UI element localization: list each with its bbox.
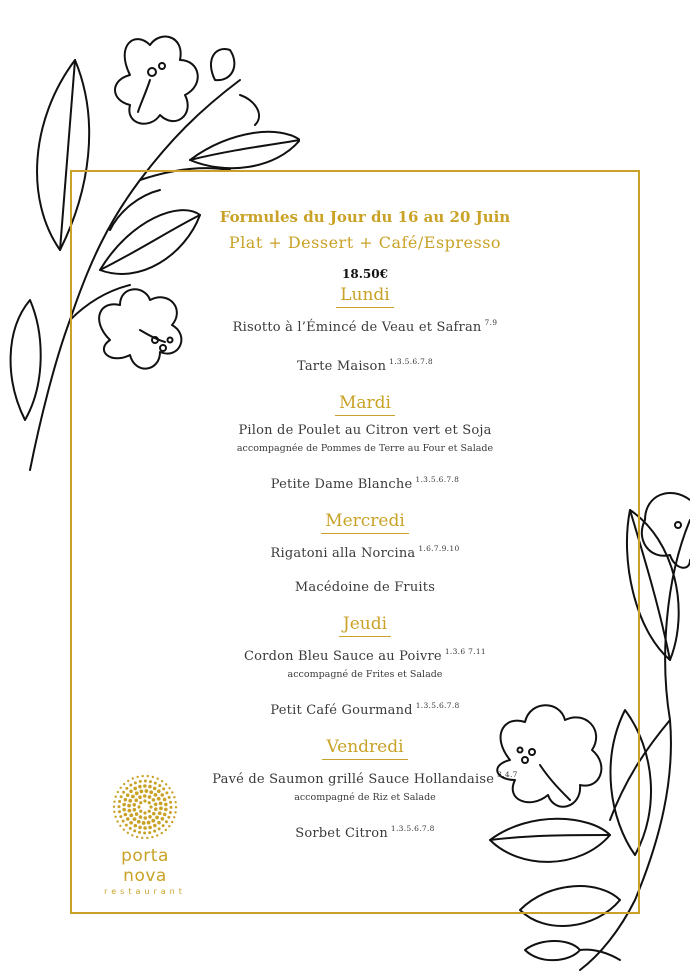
logo-dot [143,832,146,835]
logo-dot [158,827,161,830]
allergen-codes: 1.3.5.6.7.8 [415,701,460,710]
dessert: Macédoine de Fruits [294,580,436,595]
logo-dot [151,836,153,838]
logo-dot [119,787,121,789]
logo-dot [161,817,165,821]
logo-dot [134,824,138,828]
logo-dot [164,808,168,812]
logo-dot [156,834,158,836]
logo-dot [173,796,175,798]
logo-dot [129,784,132,787]
logo-dot [168,796,171,799]
logo-dot [171,791,173,793]
main-dish: Risotto à l’Émincé de Veau et Safran $^{7.9}$ [232,318,498,335]
logo-dot [123,828,125,830]
day-heading: Vendredi [322,736,407,760]
logo-dot [122,820,125,823]
logo-dot [125,824,128,827]
day-section-lundi [120,282,610,376]
logo-dot [118,805,121,808]
logo-dot [113,800,115,802]
logo-dot [132,803,136,807]
logo-dot [148,801,151,804]
allergen-codes: 1.3.5.6.7.8 [390,824,435,833]
logo-dot [136,836,138,838]
logo-dot [138,785,142,789]
logo-dot [164,803,168,807]
day-section-mardi [120,390,610,494]
logo-dot [131,834,133,836]
logo-dot [126,793,130,797]
logo-dot [148,785,152,789]
logo-dot [154,793,158,797]
day-section-jeudi [120,611,610,720]
logo-dot [118,810,121,813]
logo-dot [129,821,133,825]
logo-dot [148,810,151,813]
restaurant-logo [100,772,190,897]
sun-dots-logo-icon [110,772,180,842]
logo-dot [139,810,142,813]
logo-dot [116,820,118,822]
logo-dot [113,806,115,808]
menu-content [120,206,610,843]
logo-dot [139,815,143,819]
logo-dot [138,795,142,799]
logo-dot [149,780,152,783]
menu-price: 18.50€ [342,267,388,281]
logo-dot [158,784,161,787]
logo-dot [143,784,147,788]
logo-dot [157,789,161,793]
main-accompaniment: accompagné de Frites et Salade [287,669,443,680]
logo-dot [168,787,170,789]
logo-dot [154,782,157,785]
logo-dot [136,776,138,778]
allergen-codes: 7.9 [484,318,498,327]
logo-dot [134,781,137,784]
allergen-codes: 3.4.7 [497,770,518,779]
logo-dot [133,817,137,821]
logo-dot [135,812,139,816]
logo-dot [123,783,125,785]
logo-dot [139,801,142,804]
logo-dot [124,813,128,817]
main-dish: Rigatoni alla Norcina $^{1.6.7.9.10}$ [270,544,460,561]
logo-dot [147,775,149,777]
logo-dot [152,776,154,778]
logo-dot [148,815,152,819]
logo-dot [138,826,142,830]
logo-dot [128,809,132,813]
logo-dot [134,799,138,803]
logo-name: porta nova [121,846,169,886]
logo-dot [133,787,137,791]
logo-dot [119,815,122,818]
logo-dot [133,829,136,832]
logo-dot [159,806,163,810]
logo-dot [158,811,162,815]
logo-dot [143,816,147,820]
main-dish: Cordon Bleu Sauce au Poivre $^{1.3.6 7.11}$ [244,647,486,664]
logo-dot [141,837,143,839]
day-heading: Lundi [336,284,394,308]
logo-dot [146,837,148,839]
main-accompaniment: accompagné de Riz et Salade [294,792,436,803]
logo-dot [161,832,163,834]
logo-dot [168,825,170,827]
logo-dot [155,816,159,820]
logo-dot [117,791,119,793]
logo-dot [165,783,167,785]
logo-dot [173,816,175,818]
logo-dot [165,820,168,823]
logo-dot [151,819,155,823]
logo-subtitle: restaurant [104,887,186,896]
logo-dot [119,825,121,827]
main-dish: Pavé de Saumon grillé Sauce Hollandaise $^{3.4.7}$ [212,770,518,787]
logo-dot [127,832,129,834]
logo-dot [127,804,131,808]
logo-dot [175,806,177,808]
logo-dot [129,827,132,830]
logo-dot [133,808,137,812]
day-heading: Mardi [335,392,395,416]
logo-dot [149,790,153,794]
logo-dot [154,807,158,811]
day-section-vendredi [120,734,610,843]
logo-dot [129,790,133,794]
logo-dot [122,803,126,807]
logo-dot [147,821,151,825]
logo-dot [139,780,142,783]
logo-dot [127,780,129,782]
logo-dot [163,798,167,802]
logo-dot [131,795,135,799]
logo-dot [171,821,173,823]
logo-dot [135,791,139,795]
logo-dot [148,795,152,799]
logo-dot [157,797,161,801]
day-section-mercredi [120,508,610,597]
logo-dot [163,813,167,817]
logo-dot [138,831,141,834]
logo-dot [156,778,158,780]
logo-dot [152,798,156,802]
logo-dot [154,802,158,806]
logo-dot [141,775,143,777]
logo-dot [143,826,147,830]
logo-dot [160,793,164,797]
logo-dot [114,816,116,818]
allergen-codes: 1.3.5.6.7.8 [389,357,434,366]
logo-dot [162,824,165,827]
dessert: Petite Dame Blanche $^{1.3.5.6.7.8}$ [270,475,460,492]
logo-dot [165,829,167,831]
logo-dot [132,777,134,779]
dessert: Petit Café Gourmand $^{1.3.5.6.7.8}$ [270,701,460,718]
logo-dot [143,799,146,802]
dessert: Sorbet Citron $^{1.3.5.6.7.8}$ [295,824,435,841]
day-heading: Jeudi [339,613,391,637]
main-accompaniment: accompagnée de Pommes de Terre au Four et Salade [236,443,494,454]
logo-dot [128,799,132,803]
logo-dot [157,821,161,825]
logo-dot [153,830,156,833]
logo-dot [143,794,147,798]
menu-subtitle: Plat + Dessert + Café/Espresso [228,233,502,252]
logo-dot [118,800,121,803]
logo-dot [169,811,172,814]
logo-dot [137,820,141,824]
logo-dot [143,811,146,814]
logo-dot [122,808,126,812]
logo-dot [169,801,172,804]
logo-dot [120,795,123,798]
logo-dot [167,816,170,819]
logo-dot [142,821,146,825]
logo-dot [170,806,173,809]
allergen-codes: 1.3.5.6.7.8 [415,475,460,484]
logo-dot [144,780,147,783]
logo-dot [144,789,148,793]
logo-dot [113,811,115,813]
logo-dot [122,791,125,794]
main-dish: Pilon de Poulet au Citron vert et Soja [238,423,492,438]
logo-dot [174,811,176,813]
logo-dot [115,796,117,798]
logo-dot [129,813,133,817]
logo-dot [125,787,128,790]
logo-dot [149,805,152,808]
allergen-codes: 1.3.6 7.11 [444,647,486,656]
dessert: Tarte Maison $^{1.3.5.6.7.8}$ [296,357,434,374]
logo-dot [165,791,168,794]
logo-dot [148,831,151,834]
logo-dot [137,805,140,808]
day-heading: Mercredi [321,510,409,534]
logo-dot [162,787,165,790]
allergen-codes: 1.6.7.9.10 [418,544,460,553]
logo-dot [126,817,130,821]
logo-dot [159,801,163,805]
logo-dot [152,812,156,816]
logo-dot [161,780,163,782]
logo-dot [153,824,157,828]
logo-dot [124,798,128,802]
menu-title: Formules du Jour du 16 au 20 Juin [219,208,511,226]
logo-dot [174,801,176,803]
logo-dot [148,826,152,830]
logo-dot [153,787,157,791]
logo-dot [139,790,143,794]
